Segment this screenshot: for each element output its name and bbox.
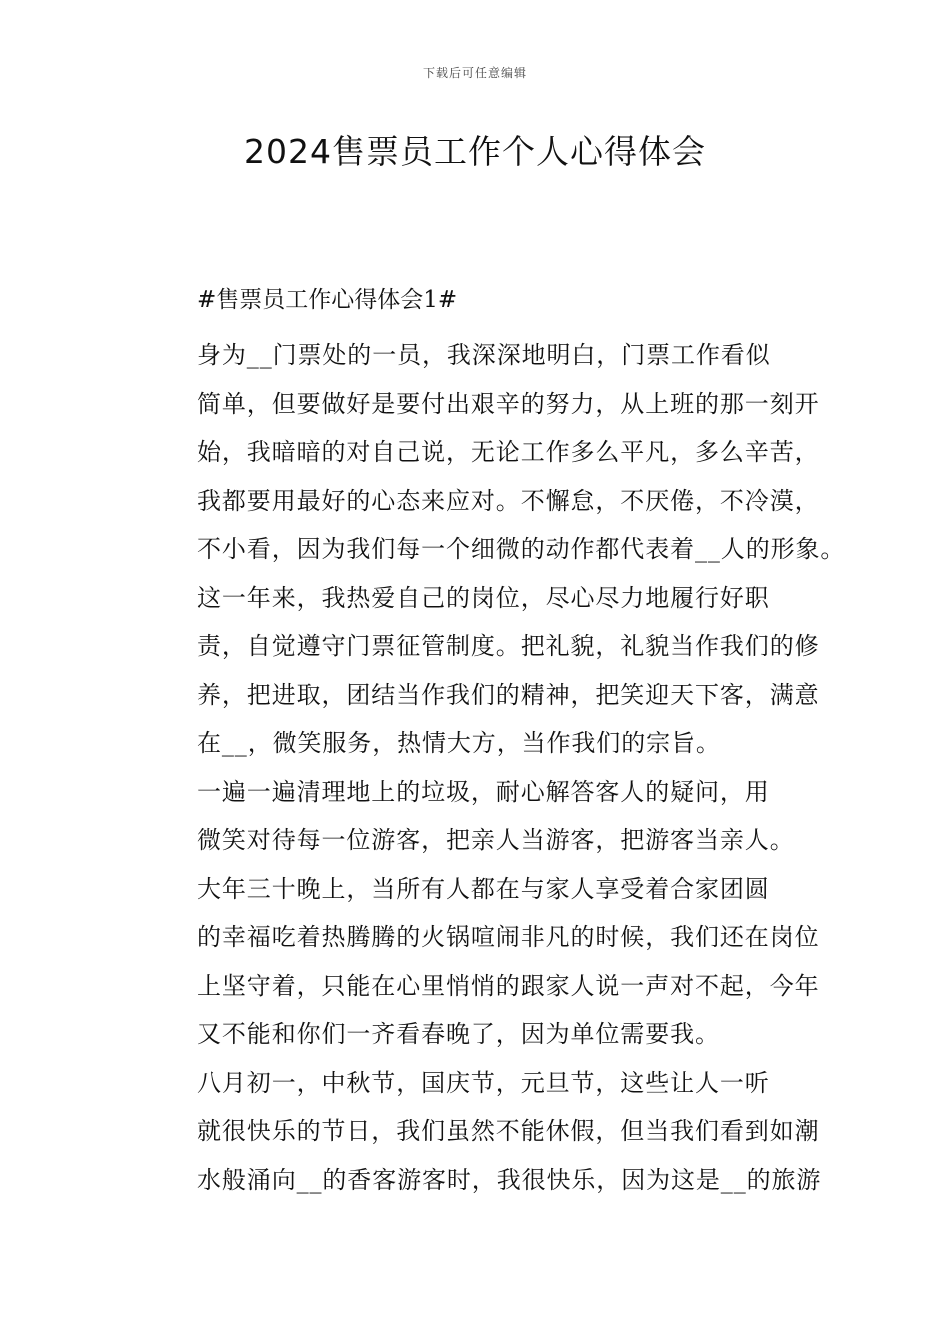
paragraph-line: 水般涌向__的香客游客时，我很快乐，因为这是__的旅游: [197, 1165, 822, 1194]
paragraph-line: 就很快乐的节日，我们虽然不能休假，但当我们看到如潮: [197, 1117, 820, 1145]
paragraph-line: 一遍一遍清理地上的垃圾，耐心解答客人的疑问，用: [197, 777, 770, 806]
paragraph-5: [147, 1059, 822, 1205]
paragraph-line: 不小看，因为我们每一个细微的动作都代表着__人的形象。: [197, 535, 846, 563]
document-title: 2024售票员工作个人心得体会: [244, 132, 706, 171]
paragraph-line: 八月初一，中秋节，国庆节，元旦节，这些让人一听: [197, 1068, 770, 1097]
paragraph-line: 始，我暗暗的对自己说，无论工作多么平凡，多么辛苦，: [197, 438, 820, 466]
paragraph-3: [147, 768, 807, 865]
paragraph-line: 上坚守着，只能在心里悄悄的跟家人说一声对不起，今年: [197, 971, 820, 1000]
paragraph-line: 我都要用最好的心态来应对。不懈怠，不厌倦，不冷漠，: [197, 486, 820, 515]
paragraph-line: 又不能和你们一齐看春晚了，因为单位需要我。: [197, 1020, 720, 1048]
paragraph-2: [147, 574, 820, 768]
section-heading: #售票员工作心得体会1#: [197, 287, 458, 313]
paragraph-line: 的幸福吃着热腾腾的火锅喧闹非凡的时候，我们还在岗位: [197, 923, 820, 951]
paragraph-line: 这一年来，我热爱自己的岗位，尽心尽力地履行好职: [197, 583, 770, 612]
paragraph-line: 微笑对待每一位游客，把亲人当游客，把游客当亲人。: [197, 826, 795, 854]
header-note: 下载后可任意编辑: [422, 66, 527, 80]
paragraph-line: 责，自觉遵守门票征管制度。把礼貌，礼貌当作我们的修: [197, 632, 820, 660]
paragraph-line: 养，把进取，团结当作我们的精神，把笑迎天下客，满意: [197, 680, 820, 709]
paragraph-line: 在__，微笑服务，热情大方，当作我们的宗旨。: [197, 729, 721, 757]
paragraph-line: 大年三十晚上，当所有人都在与家人享受着合家团圆: [197, 874, 770, 903]
document-body: [147, 283, 846, 1204]
paragraph-line: 简单，但要做好是要付出艰辛的努力，从上班的那一刻开: [197, 389, 820, 418]
paragraph-4: [147, 865, 820, 1059]
paragraph-1: [147, 331, 846, 574]
paragraph-line: 身为__门票处的一员，我深深地明白，门票工作看似: [197, 341, 771, 369]
